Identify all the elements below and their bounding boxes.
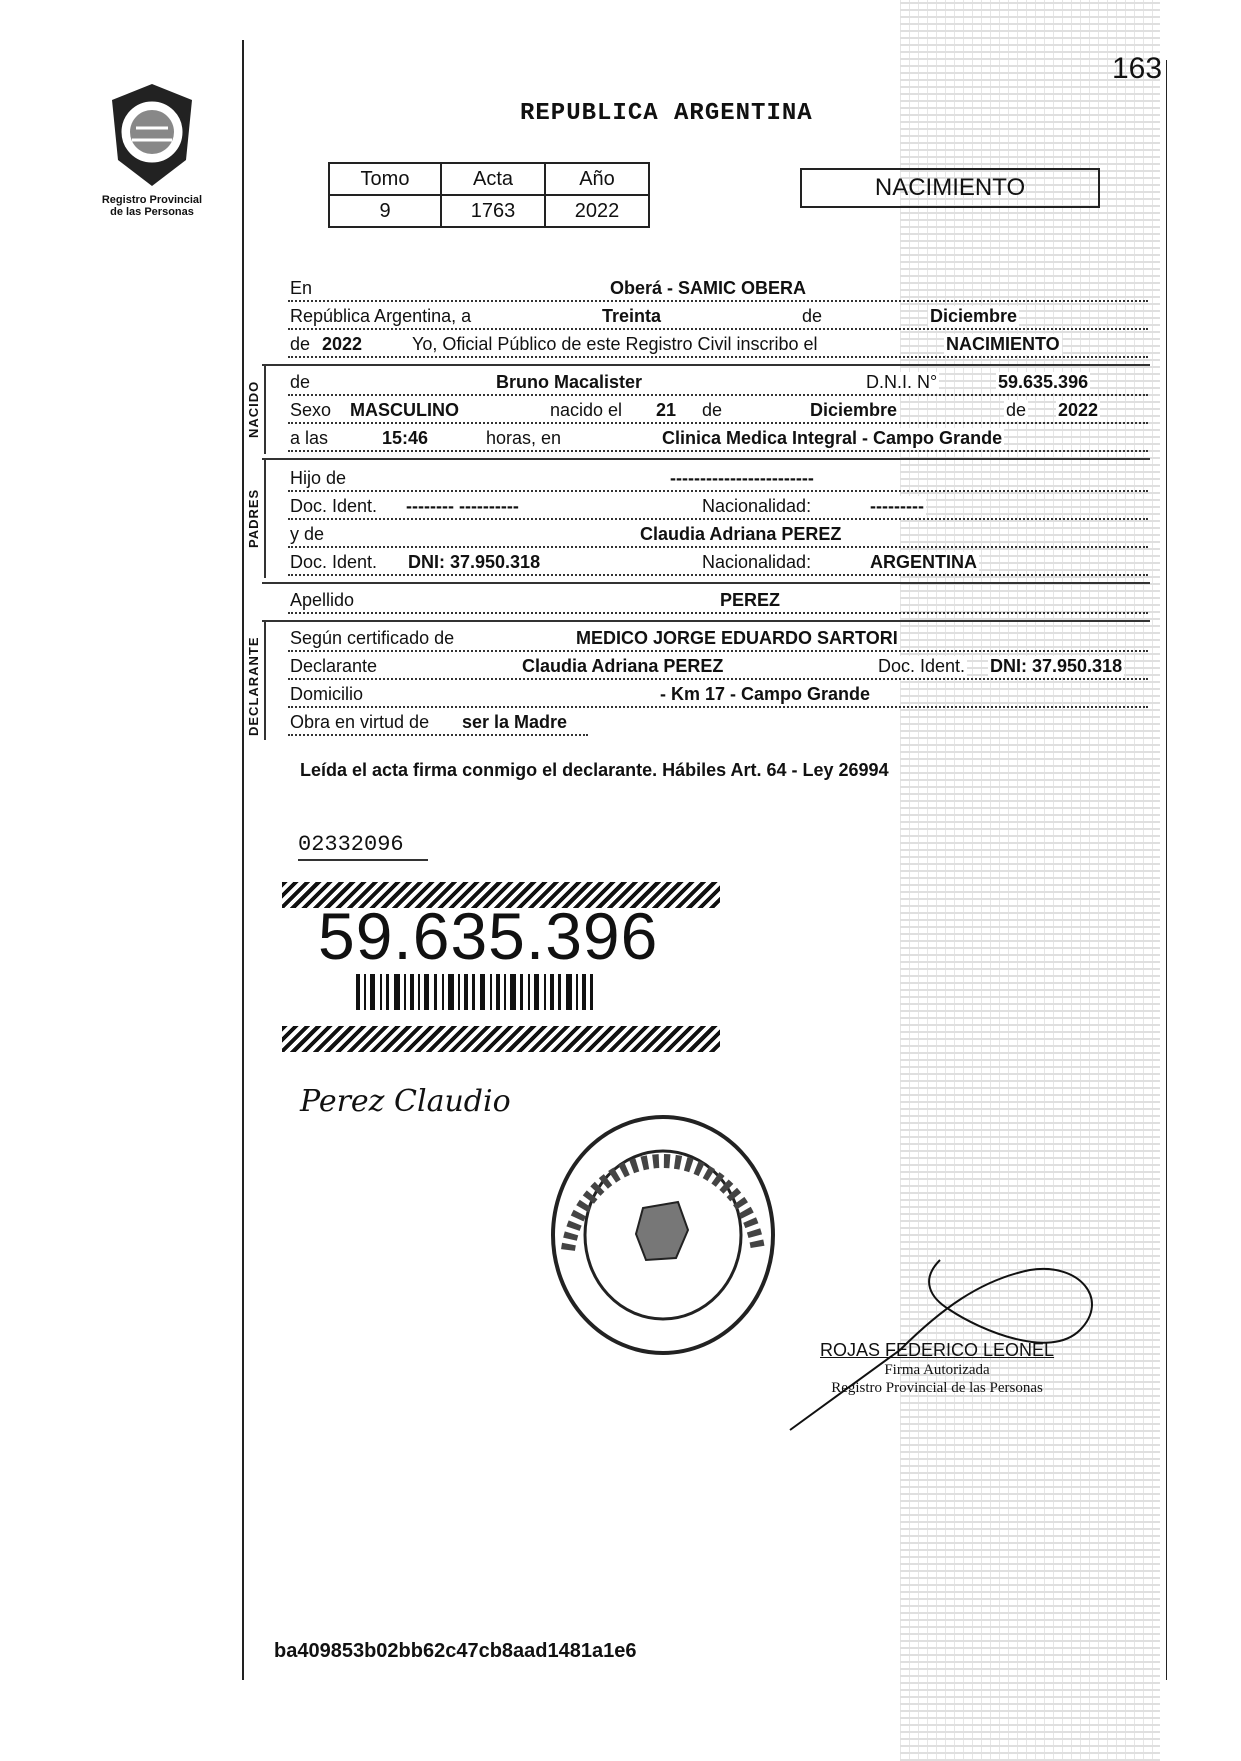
yo-text: Yo, Oficial Público de este Registro Civil inscribo el (412, 334, 818, 354)
tomo-value: 9 (329, 195, 441, 227)
segun-label: Según certificado de (290, 628, 455, 648)
padres-line-1 (288, 468, 1148, 494)
separator (262, 620, 1150, 622)
obra-value: ser la Madre (462, 712, 568, 732)
nacido-line-1 (288, 372, 1148, 398)
declarante-doc: DNI: 37.950.318 (990, 656, 1123, 676)
certificado-value: MEDICO JORGE EDUARDO SARTORI (576, 628, 898, 648)
certificate-number: 02332096 (298, 832, 428, 861)
dni-label: D.N.I. N° (866, 372, 938, 392)
de-name-label: de (290, 372, 311, 392)
separator (262, 458, 1150, 460)
provincial-seal-icon (106, 80, 198, 190)
domicilio-value: - Km 17 - Campo Grande (660, 684, 871, 704)
declarante-label: Declarante (290, 656, 378, 676)
padres-line-4 (288, 552, 1148, 578)
birth-place: Clinica Medica Integral - Campo Grande (662, 428, 1003, 448)
birth-month: Diciembre (810, 400, 898, 420)
ano-value: 2022 (545, 195, 649, 227)
declarante-line-3 (288, 684, 1148, 710)
tomo-header: Tomo (329, 163, 441, 195)
acta-header: Acta (441, 163, 545, 195)
declarante-section-label: DECLARANTE (246, 636, 261, 736)
declarante-line-4 (288, 712, 1148, 738)
intro-line-1 (288, 278, 1148, 304)
padres-line-3 (288, 524, 1148, 550)
year-value: 2022 (322, 334, 363, 354)
de-label: de (802, 306, 823, 326)
father-name: ------------------------ (670, 468, 814, 488)
sexo-value: MASCULINO (350, 400, 459, 420)
nacido-el-label: nacido el (550, 400, 623, 420)
registry-logo (88, 80, 216, 218)
child-dni: 59.635.396 (998, 372, 1089, 392)
official-role: Firma Autorizada (884, 1362, 990, 1378)
apellido-label: Apellido (290, 590, 355, 610)
separator (262, 364, 1150, 366)
birth-day: 21 (656, 400, 677, 420)
child-name: Bruno Macalister (496, 372, 643, 392)
apellido-value: PEREZ (720, 590, 781, 610)
sticker-band-bottom (282, 1026, 720, 1052)
intro-line-2 (288, 306, 1148, 332)
official-block (820, 1340, 1054, 1397)
separator (262, 582, 1150, 584)
scan-noise (900, 0, 1163, 1761)
ano-header: Año (545, 163, 649, 195)
registry-stamp-icon (538, 1110, 788, 1360)
mother-name: Claudia Adriana PEREZ (640, 524, 842, 544)
official-name: ROJAS FEDERICO LEONEL (820, 1340, 1055, 1360)
mother-nat-label: Nacionalidad: (702, 552, 812, 572)
registry-table (328, 162, 650, 228)
dni-sticker-number: 59.635.396 (318, 899, 659, 973)
mother-nat: ARGENTINA (870, 552, 977, 572)
right-margin-line (1166, 60, 1167, 1680)
official-signature-icon (780, 1220, 1120, 1440)
apellido-line (288, 590, 1148, 616)
document-hash: ba409853b02bb62c47cb8aad1481a1e6 (274, 1640, 637, 1662)
republica-label: República Argentina, a (290, 306, 472, 326)
en-label: En (290, 278, 313, 298)
mother-doc-label: Doc. Ident. (290, 552, 378, 572)
month-value: Diciembre (930, 306, 1018, 326)
declarante-line-2 (288, 656, 1148, 682)
hijo-de-label: Hijo de (290, 468, 347, 488)
father-doc: -------- ---------- (406, 496, 519, 516)
legal-statement: Leída el acta firma conmigo el declarante. Hábiles Art. 64 - Ley 26994 (300, 760, 889, 780)
father-nat: --------- (870, 496, 924, 516)
official-org: Registro Provincial de las Personas (831, 1380, 1043, 1396)
declarante-name: Claudia Adriana PEREZ (522, 656, 724, 676)
horas-label: horas, en (486, 428, 562, 448)
father-nat-label: Nacionalidad: (702, 496, 812, 516)
act-type-box: NACIMIENTO (800, 168, 1100, 208)
nacido-line-2 (288, 400, 1148, 426)
acta-value: 1763 (441, 195, 545, 227)
nacido-section-label: NACIDO (246, 380, 261, 438)
page-title: REPUBLICA ARGENTINA (520, 100, 813, 127)
mother-doc: DNI: 37.950.318 (408, 552, 541, 572)
handwritten-note: Perez Claudio (300, 1084, 511, 1119)
de-year-label: de (290, 334, 311, 354)
birth-year: 2022 (1058, 400, 1099, 420)
padres-section-label: PADRES (246, 488, 261, 548)
sexo-label: Sexo (290, 400, 332, 420)
page-number: 163 (1112, 52, 1163, 85)
barcode-icon (356, 974, 596, 1010)
a-las-label: a las (290, 428, 329, 448)
act-type-value: NACIMIENTO (946, 334, 1060, 354)
intro-line-3 (288, 334, 1148, 360)
place-value: Oberá - SAMIC OBERA (610, 278, 807, 298)
logo-text-line2: de las Personas (110, 206, 194, 218)
nacido-line-3 (288, 428, 1148, 454)
day-words: Treinta (602, 306, 662, 326)
father-doc-label: Doc. Ident. (290, 496, 378, 516)
birth-time: 15:46 (382, 428, 429, 448)
de-label-2: de (702, 400, 723, 420)
de-label-3: de (1006, 400, 1027, 420)
left-margin-line (242, 40, 244, 1680)
declarante-line-1 (288, 628, 1148, 654)
domicilio-label: Domicilio (290, 684, 364, 704)
declarante-doc-label: Doc. Ident. (878, 656, 966, 676)
logo-text-line1: Registro Provincial (101, 194, 203, 206)
y-de-label: y de (290, 524, 325, 544)
obra-label: Obra en virtud de (290, 712, 430, 732)
padres-line-2 (288, 496, 1148, 522)
